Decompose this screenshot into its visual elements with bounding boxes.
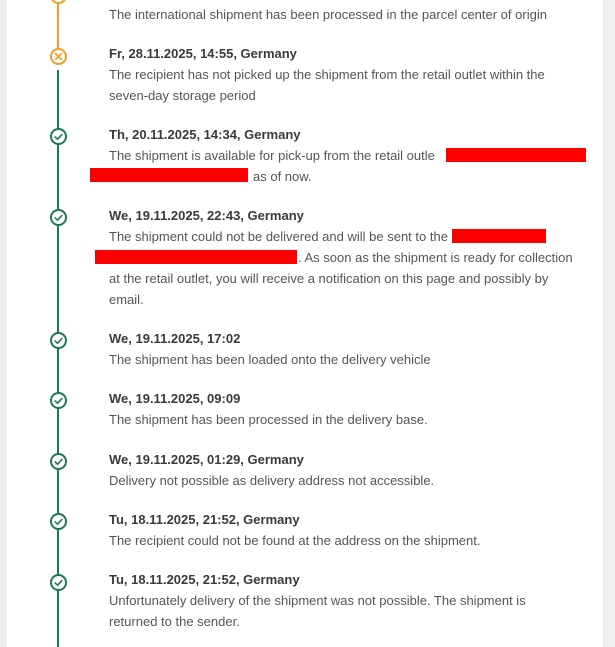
event-description: The shipment has been processed in the delivery base.: [109, 412, 428, 427]
event-description: The shipment has been loaded onto the delivery vehicle: [109, 352, 431, 367]
check-circle-icon: [50, 574, 67, 591]
event-description-part: The shipment could not be delivered and will be sent to the: [109, 229, 448, 244]
event-timestamp: Fr, 28.11.2025, 14:55, Germany: [109, 46, 297, 61]
page-background: [603, 0, 615, 647]
check-circle-icon: [50, 453, 67, 470]
event-timestamp: Tu, 18.11.2025, 21:52, Germany: [109, 572, 300, 587]
event-description: The recipient could not be found at the address on the shipment.: [109, 533, 481, 548]
timeline-line-success: [57, 70, 59, 647]
check-circle-icon: [50, 513, 67, 530]
check-circle-icon: [50, 392, 67, 409]
event-description: Delivery not possible as delivery address not accessible.: [109, 473, 435, 488]
event-description-part: as of now.: [253, 169, 312, 184]
timeline-event: [109, 510, 599, 551]
timeline-event: [109, 44, 599, 106]
timeline-event: [109, 329, 599, 370]
check-circle-icon: [50, 128, 67, 145]
event-description: at the retail outlet, you will receive a notification on this page and possibly by email.: [109, 271, 549, 307]
timeline-event: [109, 389, 599, 430]
timeline-line-warning: [57, 0, 59, 49]
event-description: Unfortunately delivery of the shipment was not possible. The shipment is returned to the sender.: [109, 593, 526, 629]
timeline-event: [109, 570, 599, 632]
redacted-address: [95, 250, 297, 264]
event-description: The recipient has not picked up the shipment from the retail outlet within the seven-day storage period: [109, 67, 545, 103]
check-circle-icon: [50, 332, 67, 349]
event-timestamp: We, 19.11.2025, 01:29, Germany: [109, 452, 304, 467]
event-timestamp: We, 19.11.2025, 09:09: [109, 391, 241, 406]
event-description-part: . As soon as the shipment is ready for collection: [298, 250, 573, 265]
redacted-address: [90, 168, 248, 182]
event-description-part: The shipment is available for pick-up from the retail outle: [109, 148, 435, 163]
event-timestamp: Th, 20.11.2025, 14:34, Germany: [109, 127, 301, 142]
check-circle-icon: [50, 209, 67, 226]
x-circle-icon: [50, 48, 67, 65]
redacted-address: [446, 148, 586, 162]
timeline-event: [109, 450, 599, 491]
event-timestamp: We, 19.11.2025, 22:43, Germany: [109, 208, 304, 223]
event-description: The international shipment has been processed in the parcel center of origin: [109, 7, 547, 22]
redacted-address: [452, 229, 546, 243]
event-timestamp: Tu, 18.11.2025, 21:52, Germany: [109, 512, 300, 527]
event-timestamp: We, 19.11.2025, 17:02: [109, 331, 241, 346]
timeline-event: [109, 4, 599, 25]
